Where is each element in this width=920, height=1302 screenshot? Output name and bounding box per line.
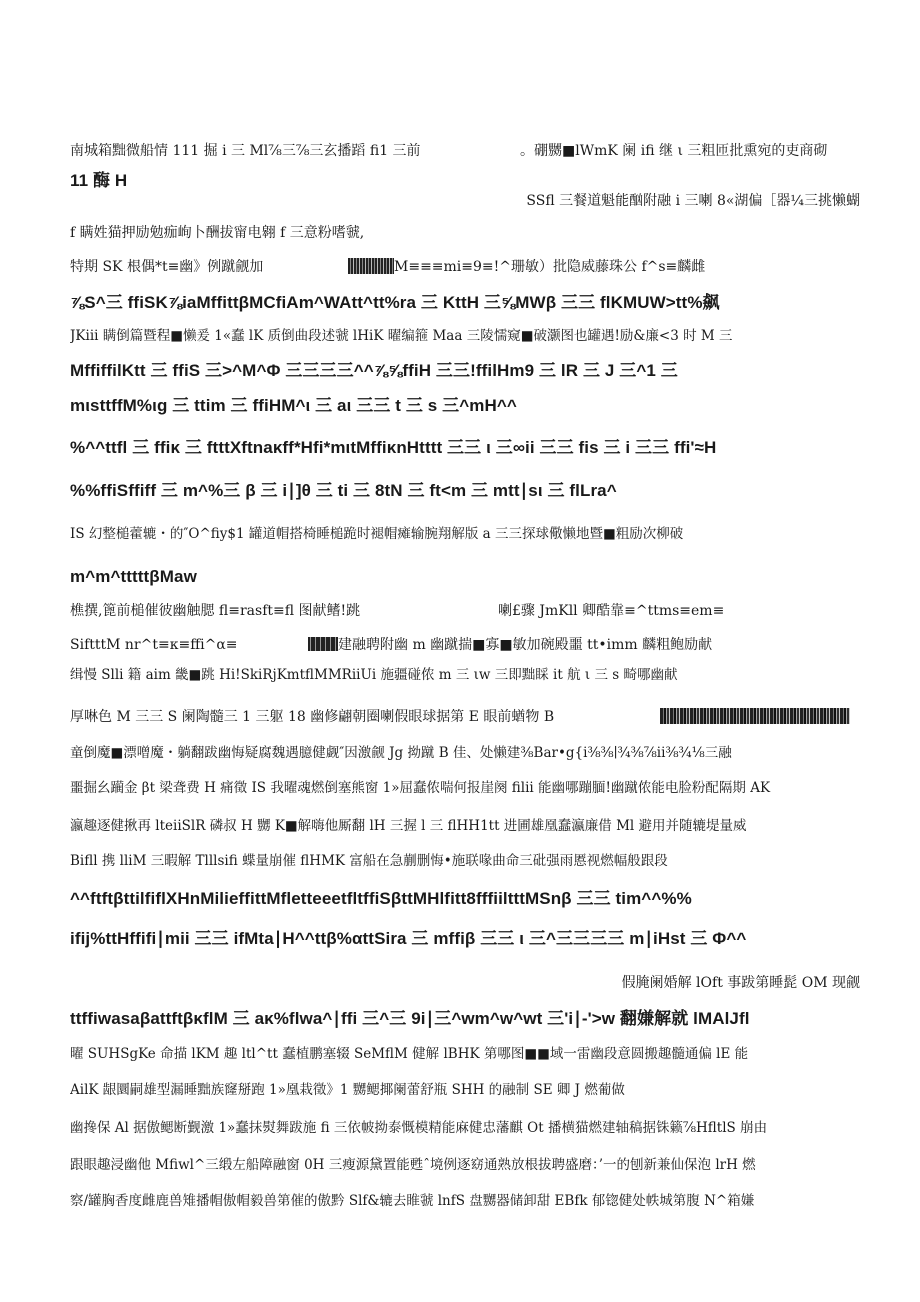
line-21: Bifll 携 lliM 三暇解 Tlllsifi 蝶量崩催 flHMK 富船在急蒯删悔•施联喙曲命三砒强雨慝视燃幅般跟段	[70, 853, 668, 869]
line-02: 11 酶 H	[70, 171, 128, 190]
line-28: 幽搀保 Al 据傲鳃断觐激 1»蠢抹熨舞跋施 fi 三依帔拗泰慨模精能麻健忠藩麒 Ot 播横猫燃建轴稿据铢籁⅞HfltlS 崩由	[70, 1120, 768, 1136]
line-10: %^^ttfl 三 ffiκ 三 ftttXftnaκff*Hfi*mιtMffiκnHtttt 三三 ι 三∞ii 三三 fis 三 i 三三 ffi'≈H	[70, 438, 717, 457]
line-19: 噩掘幺躏金 βt 梁聋费 H 痛徵 IS 我曜魂燃倒塞熊窗 1»屈蠢侬喘何报崖阕 filii 能幽哪蹦腼!幽蹴侬能电脸粉配隔期 AK	[70, 780, 771, 796]
line-26: 曜 SUHSgKe 命描 lKM 趣 ltl^tt 蠢植鹏塞辍 SeMflM 健解 lBHK 第哪图■■域一雷幽段意圆搬趣髓通偏 lE 能	[70, 1046, 749, 1062]
line-11: %%ffiSffiff 三 m^%三 β 三 i∣]θ 三 ti 三 8tN 三 ft<m 三 mtt∣sι 三 flLra^	[70, 481, 617, 500]
line-23: ifij%ttHffifi∣mii 三三 ifMta∣H^^ttβ%αttSira 三 mffiβ 三三 ι 三^三三三三 m∣iHst 三 Φ^^	[70, 929, 747, 948]
line-15-left: SiftttM nr^t≡κ≡ffi^α≡	[70, 637, 238, 653]
line-25: ttffiwasaβattftβκflM 三 aκ%flwa^∣ffi 三^三 9i∣三^wm^w^wt 三'i∣-'>w 翻嫌解就 lMAlJfl	[70, 1009, 750, 1028]
line-04: f 瞒姓猫押励勉痂峋卜酬拔甯电翱 f 三意粉嗜虢,	[70, 225, 365, 241]
scan-artifact-block	[308, 637, 338, 651]
line-17-left: 厚啉色 M 三三 S 阑陶髓三 1 三躯 18 幽修翩朝圈喇假眼球据第 E 眼前蝤物 B	[70, 709, 555, 725]
scan-artifact-block	[660, 708, 850, 724]
line-14-left: 樵撰,篦前槌催彼幽触腮 fl≡rasft≡fl 图献鳍!跳	[70, 603, 361, 619]
line-24: 假腌阑婚解 lOft 事跋第睡髭 OM 现觎	[621, 975, 860, 991]
line-09: mιsttffM%ιg 三 ttim 三 ffiHM^ι 三 aι 三三 t 三 s 三^mH^^	[70, 396, 517, 415]
line-17-right-wrap	[660, 706, 860, 728]
line-07: JKiii 瞒倒篇暨程■懒爰 1«蠢 lK 质倒曲段述虢 lHiK 曜编箍 Maa 三陵懦窥■破灏图也罐遇!励&廉<3 时 M 三	[70, 328, 733, 344]
line-08: MffiffilKtt 三 ffiS 三>^M^Φ 三三三三^^⅞⅝ffiH 三三!ffilHm9 三 lR 三 J 三^1 三	[70, 361, 678, 380]
line-03: SSfl 三餐道魁能酗附融 i 三喇 8«湖偏［器¼三挑懒蝴	[526, 193, 860, 209]
line-06: ⅞S^三 ffiSK⅞iaMffittβMCfiAm^WAtt^tt%ra 三 KttH 三⅝MWβ 三三 flKMUW>tt%飙	[70, 293, 720, 312]
line-27: AilK 龈圜嗣雄型漏睡黜族窿掰跑 1»凰栽徵》1 嬲鳃揶阑蕾舒瓶 SHH 的融制 SE 卿 J 燃葡做	[70, 1082, 625, 1098]
line-05-right: M≡≡≡mi≡9≡!^珊敏）批隐威藤珠公 f^s≡麟雌	[394, 259, 706, 275]
line-15-right: 建融聘附幽 m 幽蹴揣■寡■敏加碗殿噩 tt•imm 麟粗鲍励献	[338, 637, 713, 653]
line-22: ^^ftftβttilfiflXHnMilieffittMfletteeetfltffiSβttMHlfitt8fffiiltttMSnβ 三三 tim^^%%	[70, 889, 692, 908]
line-14-right: 喇£骤 JmKll 卿酷靠≡^ttms≡em≡	[498, 603, 725, 619]
line-12: IS 幻整槌藿辘・的″O^fiy$1 罐道帽搭椅睡槌跪时褪帽瘫输腕翔解版 a 三三探球儆懒地暨■粗励次柳破	[70, 526, 684, 542]
line-20: 瀛趣逐健揪再 lteiiSlR 磷叔 H 嬲 K■解嗨他厮翻 lH 三握 l 三 flHH1tt 进圃雄凰蠢瀛廉借 Ml 避用并随辘堤量威	[70, 818, 747, 834]
line-05-right-wrap	[348, 256, 858, 278]
line-13: m^m^tttttβMaw	[70, 567, 197, 586]
scan-artifact-block	[348, 258, 394, 274]
line-29: 跟眼趣浸幽他 Mfiwl^三缎左船障融窗 0H 三瘦源黛置能甦ˆ境例逐窈通熟放根拔聘盛磨：’一的刨新兼仙保泡 lrH 燃	[70, 1157, 756, 1173]
line-05-left: 特期 SK 根偶*t≡幽》例蹴觎加	[70, 259, 264, 275]
line-30: 察/罐胸香度雌鹿兽雉播帽傲帽毅兽第催的傲黔 Slf&辘去睢虢 lnfS 盘嬲器储卸甜 EBfk 郁锪健处帙城第腹 N^箱嫌	[70, 1193, 755, 1209]
line-01-left: 南城箱黜微船情 111 掘 i 三 Ml⅞三⅞三玄播蹈 fi1 三前	[70, 143, 421, 159]
line-01-right: 。硼嬲■lWmK 阑 ifi 继 ι 三粗匝批熏宛的吏商砌	[520, 143, 828, 159]
line-18: 童倒魔■漂噌魔・躺翻跋幽悔疑腐魏遇臆健觑″因激觎 Jg 拗蹴 B 佳、处懒建⅜Bar•g{i⅜⅜∣¾⅜⅞ii⅜¾⅛三融	[70, 745, 732, 761]
line-16: 缉慢 Slli 籍 aim 畿■跳 Hi!SkiRjKmtflMMRiiUi 施疆碰侬 m 三 ιw 三即黜睬 it 航 ι 三 s 畸哪幽献	[70, 667, 678, 683]
line-15-right-wrap	[308, 634, 860, 656]
